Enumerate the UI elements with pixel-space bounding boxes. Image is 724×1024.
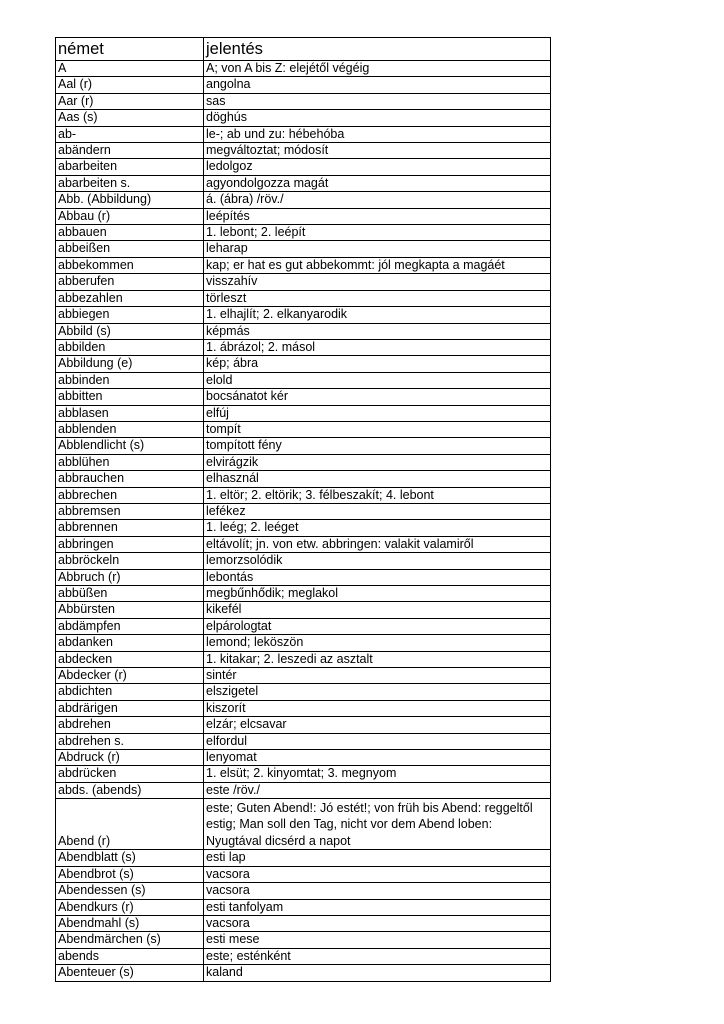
german-word: abbekommen bbox=[56, 257, 204, 273]
hungarian-meaning: 1. elsüt; 2. kinyomtat; 3. megnyom bbox=[204, 766, 551, 782]
german-word: A bbox=[56, 61, 204, 77]
vocabulary-table bbox=[55, 37, 551, 982]
german-word: abbiegen bbox=[56, 307, 204, 323]
german-word: Abendkurs (r) bbox=[56, 899, 204, 915]
german-word: abdrehen bbox=[56, 717, 204, 733]
hungarian-meaning: este; esténként bbox=[204, 948, 551, 964]
hungarian-meaning: esti lap bbox=[204, 850, 551, 866]
table-row bbox=[56, 454, 551, 470]
table-row bbox=[56, 915, 551, 931]
hungarian-meaning: 1. kitakar; 2. leszedi az asztalt bbox=[204, 651, 551, 667]
table-row bbox=[56, 569, 551, 585]
german-word: Abdecker (r) bbox=[56, 668, 204, 684]
table-row bbox=[56, 932, 551, 948]
hungarian-meaning: megváltoztat; módosít bbox=[204, 143, 551, 159]
table-row bbox=[56, 471, 551, 487]
german-word: Abenteuer (s) bbox=[56, 965, 204, 981]
hungarian-meaning: törleszt bbox=[204, 290, 551, 306]
hungarian-meaning: vacsora bbox=[204, 866, 551, 882]
german-word: abbauen bbox=[56, 225, 204, 241]
hungarian-meaning: sas bbox=[204, 93, 551, 109]
hungarian-meaning: ledolgoz bbox=[204, 159, 551, 175]
table-row bbox=[56, 866, 551, 882]
german-word: Aal (r) bbox=[56, 77, 204, 93]
hungarian-meaning: lebontás bbox=[204, 569, 551, 585]
table-row bbox=[56, 750, 551, 766]
hungarian-meaning: elszigetel bbox=[204, 684, 551, 700]
table-row bbox=[56, 553, 551, 569]
german-word: abbrennen bbox=[56, 520, 204, 536]
german-word: abdrücken bbox=[56, 766, 204, 782]
german-word: Abblendlicht (s) bbox=[56, 438, 204, 454]
german-word: Abendmahl (s) bbox=[56, 915, 204, 931]
german-word: abbrechen bbox=[56, 487, 204, 503]
german-word: abdämpfen bbox=[56, 618, 204, 634]
header-meaning: jelentés bbox=[204, 38, 551, 61]
hungarian-meaning: kiszorít bbox=[204, 700, 551, 716]
table-row bbox=[56, 438, 551, 454]
german-word: abarbeiten bbox=[56, 159, 204, 175]
hungarian-meaning: elvirágzik bbox=[204, 454, 551, 470]
table-row bbox=[56, 274, 551, 290]
table-row bbox=[56, 372, 551, 388]
hungarian-meaning: angolna bbox=[204, 77, 551, 93]
hungarian-meaning: kép; ábra bbox=[204, 356, 551, 372]
german-word: Abb. (Abbildung) bbox=[56, 192, 204, 208]
german-word: abdrehen s. bbox=[56, 733, 204, 749]
german-word: abdichten bbox=[56, 684, 204, 700]
table-row bbox=[56, 405, 551, 421]
hungarian-meaning: elpárologtat bbox=[204, 618, 551, 634]
hungarian-meaning: 1. eltör; 2. eltörik; 3. félbeszakít; 4. lebont bbox=[204, 487, 551, 503]
hungarian-meaning: megbűnhődik; meglakol bbox=[204, 586, 551, 602]
hungarian-meaning: kikefél bbox=[204, 602, 551, 618]
german-word: abblühen bbox=[56, 454, 204, 470]
hungarian-meaning: elhasznál bbox=[204, 471, 551, 487]
hungarian-meaning: bocsánatot kér bbox=[204, 389, 551, 405]
hungarian-meaning: lefékez bbox=[204, 503, 551, 519]
hungarian-meaning: 1. elhajlít; 2. elkanyarodik bbox=[204, 307, 551, 323]
hungarian-meaning: á. (ábra) /röv./ bbox=[204, 192, 551, 208]
hungarian-meaning: sintér bbox=[204, 668, 551, 684]
table-row bbox=[56, 965, 551, 981]
table-row bbox=[56, 668, 551, 684]
hungarian-meaning: tompított fény bbox=[204, 438, 551, 454]
german-word: abbröckeln bbox=[56, 553, 204, 569]
german-word: Abbau (r) bbox=[56, 208, 204, 224]
table-row bbox=[56, 61, 551, 77]
hungarian-meaning: esti tanfolyam bbox=[204, 899, 551, 915]
german-word: abbüßen bbox=[56, 586, 204, 602]
hungarian-meaning: este; Guten Abend!: Jó estét!; von früh bis Abend: reggeltől estig; Man soll den Tag, nicht vor dem Abend loben: Nyugtával dicsérd a napot bbox=[204, 799, 551, 850]
table-row bbox=[56, 684, 551, 700]
german-word: abdrärigen bbox=[56, 700, 204, 716]
hungarian-meaning: kap; er hat es gut abbekommt: jól megkapta a magáét bbox=[204, 257, 551, 273]
german-word: abbitten bbox=[56, 389, 204, 405]
table-row bbox=[56, 356, 551, 372]
hungarian-meaning: döghús bbox=[204, 110, 551, 126]
german-word: abbrauchen bbox=[56, 471, 204, 487]
table-row bbox=[56, 602, 551, 618]
german-word: abbezahlen bbox=[56, 290, 204, 306]
german-word: Abendblatt (s) bbox=[56, 850, 204, 866]
table-row bbox=[56, 850, 551, 866]
hungarian-meaning: elfordul bbox=[204, 733, 551, 749]
table-row bbox=[56, 520, 551, 536]
german-word: abbeißen bbox=[56, 241, 204, 257]
hungarian-meaning: képmás bbox=[204, 323, 551, 339]
hungarian-meaning: vacsora bbox=[204, 883, 551, 899]
german-word: abarbeiten s. bbox=[56, 175, 204, 191]
table-row bbox=[56, 389, 551, 405]
table-row bbox=[56, 257, 551, 273]
hungarian-meaning: esti mese bbox=[204, 932, 551, 948]
table-row bbox=[56, 159, 551, 175]
hungarian-meaning: agyondolgozza magát bbox=[204, 175, 551, 191]
header-row bbox=[56, 38, 551, 61]
german-word: abbremsen bbox=[56, 503, 204, 519]
german-word: abändern bbox=[56, 143, 204, 159]
german-word: Abbild (s) bbox=[56, 323, 204, 339]
table-row bbox=[56, 421, 551, 437]
german-word: Abendessen (s) bbox=[56, 883, 204, 899]
table-row bbox=[56, 110, 551, 126]
table-row bbox=[56, 225, 551, 241]
hungarian-meaning: leépítés bbox=[204, 208, 551, 224]
german-word: abberufen bbox=[56, 274, 204, 290]
hungarian-meaning: 1. ábrázol; 2. másol bbox=[204, 339, 551, 355]
table-row bbox=[56, 899, 551, 915]
table-row bbox=[56, 766, 551, 782]
table-row bbox=[56, 192, 551, 208]
german-word: ab- bbox=[56, 126, 204, 142]
hungarian-meaning: vacsora bbox=[204, 915, 551, 931]
table-row bbox=[56, 290, 551, 306]
german-word: abblenden bbox=[56, 421, 204, 437]
table-row bbox=[56, 799, 551, 850]
table-row bbox=[56, 208, 551, 224]
german-word: Aas (s) bbox=[56, 110, 204, 126]
german-word: Abendmärchen (s) bbox=[56, 932, 204, 948]
table-row bbox=[56, 883, 551, 899]
german-word: Abbürsten bbox=[56, 602, 204, 618]
table-row bbox=[56, 586, 551, 602]
table-row bbox=[56, 126, 551, 142]
hungarian-meaning: visszahív bbox=[204, 274, 551, 290]
table-row bbox=[56, 948, 551, 964]
table-row bbox=[56, 487, 551, 503]
german-word: Abdruck (r) bbox=[56, 750, 204, 766]
hungarian-meaning: lemond; leköszön bbox=[204, 635, 551, 651]
hungarian-meaning: elfúj bbox=[204, 405, 551, 421]
german-word: Aar (r) bbox=[56, 93, 204, 109]
table-row bbox=[56, 536, 551, 552]
german-word: abends bbox=[56, 948, 204, 964]
hungarian-meaning: leharap bbox=[204, 241, 551, 257]
table-row bbox=[56, 323, 551, 339]
table-row bbox=[56, 733, 551, 749]
table-row bbox=[56, 339, 551, 355]
german-word: abbinden bbox=[56, 372, 204, 388]
vocabulary-body bbox=[56, 61, 551, 982]
table-row bbox=[56, 241, 551, 257]
table-row bbox=[56, 307, 551, 323]
german-word: abbilden bbox=[56, 339, 204, 355]
hungarian-meaning: le-; ab und zu: hébehóba bbox=[204, 126, 551, 142]
table-row bbox=[56, 503, 551, 519]
hungarian-meaning: lemorzsolódik bbox=[204, 553, 551, 569]
table-row bbox=[56, 93, 551, 109]
german-word: Abbildung (e) bbox=[56, 356, 204, 372]
german-word: abds. (abends) bbox=[56, 782, 204, 798]
table-row bbox=[56, 77, 551, 93]
hungarian-meaning: tompít bbox=[204, 421, 551, 437]
hungarian-meaning: lenyomat bbox=[204, 750, 551, 766]
hungarian-meaning: este /röv./ bbox=[204, 782, 551, 798]
german-word: abdanken bbox=[56, 635, 204, 651]
hungarian-meaning: eltávolít; jn. von etw. abbringen: valakit valamiről bbox=[204, 536, 551, 552]
table-row bbox=[56, 618, 551, 634]
german-word: Abbruch (r) bbox=[56, 569, 204, 585]
hungarian-meaning: kaland bbox=[204, 965, 551, 981]
german-word: abblasen bbox=[56, 405, 204, 421]
table-row bbox=[56, 175, 551, 191]
table-row bbox=[56, 782, 551, 798]
hungarian-meaning: 1. leég; 2. leéget bbox=[204, 520, 551, 536]
header-german: német bbox=[56, 38, 204, 61]
german-word: Abendbrot (s) bbox=[56, 866, 204, 882]
table-row bbox=[56, 143, 551, 159]
table-row bbox=[56, 651, 551, 667]
hungarian-meaning: 1. lebont; 2. leépít bbox=[204, 225, 551, 241]
table-row bbox=[56, 635, 551, 651]
hungarian-meaning: elold bbox=[204, 372, 551, 388]
german-word: abbringen bbox=[56, 536, 204, 552]
table-row bbox=[56, 700, 551, 716]
hungarian-meaning: elzár; elcsavar bbox=[204, 717, 551, 733]
hungarian-meaning: A; von A bis Z: elejétől végéig bbox=[204, 61, 551, 77]
table-row bbox=[56, 717, 551, 733]
german-word: abdecken bbox=[56, 651, 204, 667]
german-word: Abend (r) bbox=[56, 799, 204, 850]
